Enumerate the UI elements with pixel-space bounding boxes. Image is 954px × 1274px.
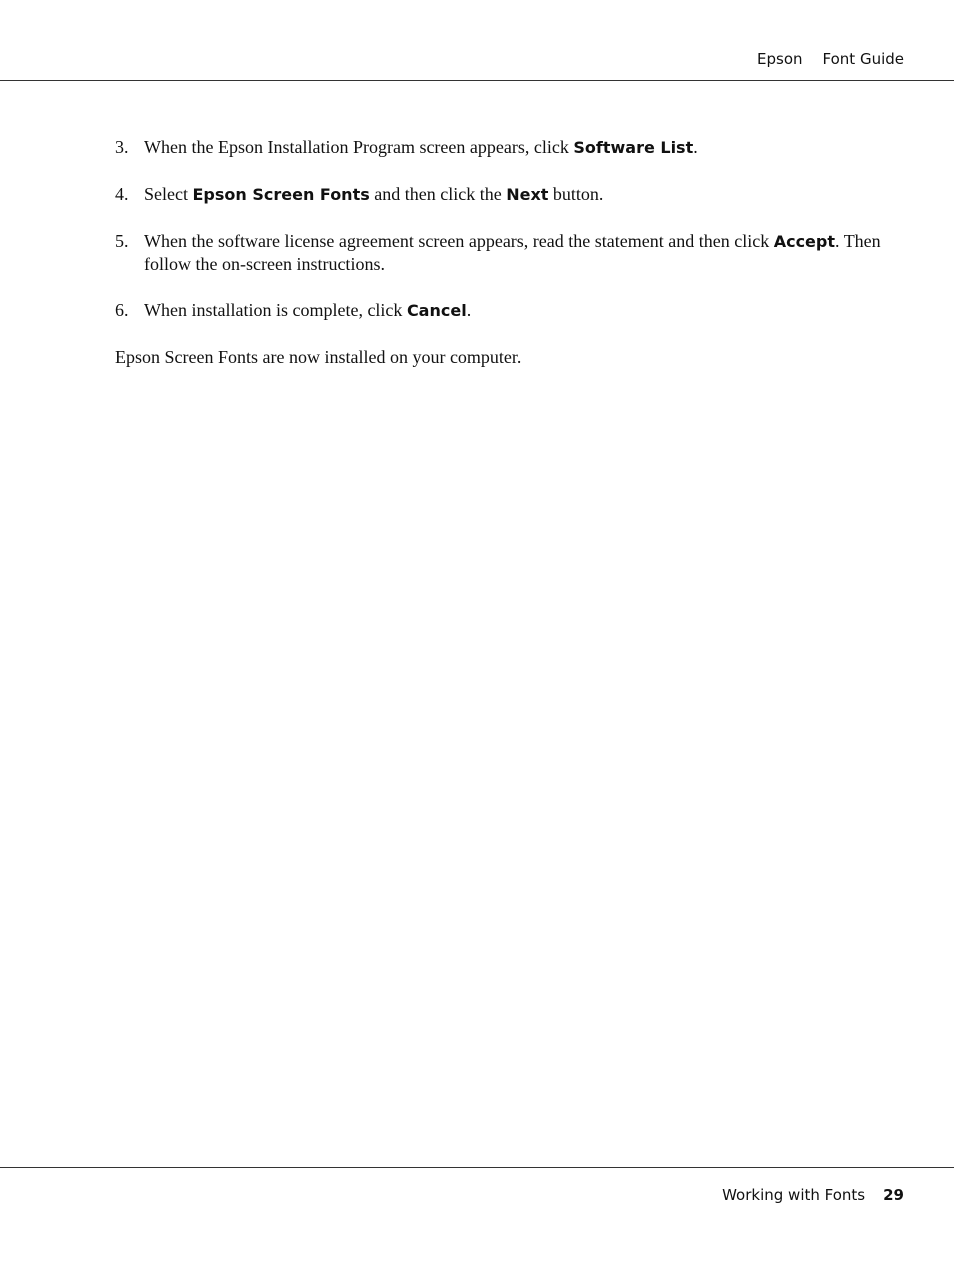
step-text-part: When installation is complete, click: [144, 300, 407, 320]
step-text-part: When the software license agreement screen appears, read the statement and then click: [144, 231, 774, 251]
step-4: [115, 183, 890, 206]
ui-term-next: Next: [506, 185, 549, 204]
step-text-part: .: [466, 300, 472, 320]
step-number: 6.: [115, 300, 129, 320]
closing-paragraph: Epson Screen Fonts are now installed on your computer.: [115, 347, 522, 367]
ui-term-software-list: Software List: [573, 138, 694, 157]
page-header: [757, 50, 904, 68]
header-brand: Epson: [757, 50, 803, 68]
step-text-part: Select: [144, 184, 193, 204]
step-text-part: .: [693, 137, 698, 157]
document-body: [115, 136, 890, 386]
step-number: 3.: [115, 137, 129, 157]
header-guide-title: Font Guide: [822, 50, 904, 68]
step-number: 5.: [115, 231, 129, 251]
footer-divider: [0, 1167, 954, 1168]
ui-term-accept: Accept: [773, 232, 836, 251]
step-5: [115, 230, 890, 275]
page-number: 29: [883, 1186, 904, 1204]
step-text-part: button.: [548, 184, 604, 204]
step-6: [115, 299, 890, 322]
step-text-part: . Then follow the on-screen instructions.: [144, 231, 881, 274]
step-3: [115, 136, 890, 159]
step-text: [144, 183, 890, 206]
footer-section-title: Working with Fonts: [722, 1186, 866, 1204]
step-text-part: When the Epson Installation Program screen appears, click: [144, 137, 574, 157]
header-divider: [0, 80, 954, 81]
step-text: [144, 136, 890, 159]
step-number: 4.: [115, 184, 129, 204]
step-text: [144, 230, 890, 275]
step-text-part: and then click the: [369, 184, 507, 204]
step-text: [144, 299, 890, 322]
page-footer: [722, 1186, 904, 1204]
ui-term-cancel: Cancel: [406, 301, 467, 320]
ui-term-epson-screen-fonts: Epson Screen Fonts: [192, 185, 370, 204]
